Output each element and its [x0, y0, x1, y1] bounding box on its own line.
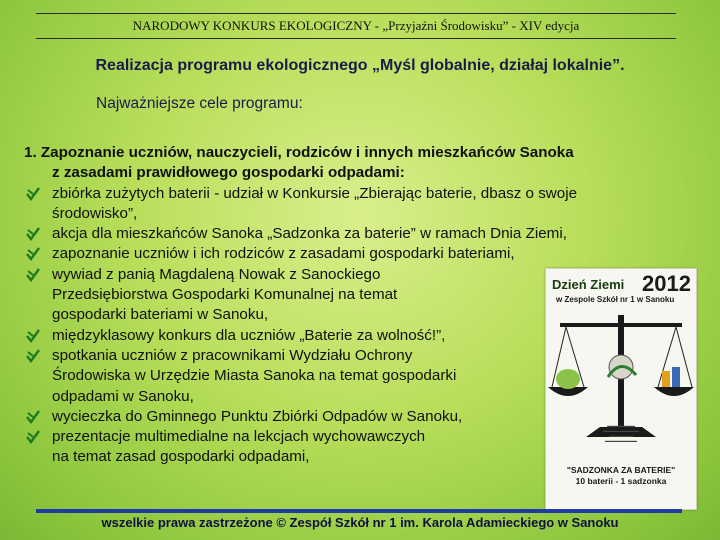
goal-item-line: prezentacje multimedialne na lekcjach wychowawczych — [52, 428, 426, 446]
goal-item-line: wywiad z panią Magdaleną Nowak z Sanockiego — [52, 265, 381, 283]
goal-point-1-line2: z zasadami prawidłowego gospodarki odpadami: — [52, 164, 405, 182]
contest-header: NARODOWY KONKURS EKOLOGICZNY - „Przyjaźni Środowisku” - XIV edycja — [132, 18, 580, 33]
earth-day-poster — [545, 268, 697, 510]
check-mark-icon — [26, 349, 40, 363]
goal-item-line: na temat zasad gospodarki odpadami, — [52, 448, 310, 466]
poster-title: Dzień Ziemi — [552, 277, 625, 292]
goal-item-line: międzyklasowy konkurs dla uczniów „Baterie za wolność!”, — [52, 326, 446, 344]
goal-item-line: odpadami w Sanoku, — [52, 387, 194, 405]
check-mark-icon — [26, 227, 40, 241]
poster-year: 2012 — [642, 271, 691, 296]
check-mark-icon — [26, 329, 40, 343]
goal-item-line: wycieczka do Gminnego Punktu Zbiórki Odpadów w Sanoku, — [52, 407, 463, 425]
poster-fine-print: ▬▬▬▬▬▬▬ ▬▬▬▬▬▬▬▬▬ ▬▬▬▬▬▬ ▬▬▬▬▬▬▬▬ — [603, 423, 639, 443]
goal-item-line: Środowiska w Urzędzie Miasta Sanoka na temat gospodarki — [52, 367, 457, 385]
goal-point-1 — [24, 143, 684, 184]
header-bottom-rule — [36, 38, 676, 39]
goal-item-line: spotkania uczniów z pracownikami Wydziału Ochrony — [52, 346, 413, 364]
poster-slogan-line2: 10 baterii - 1 sadzonka — [575, 476, 667, 486]
goal-item-line: Przedsiębiorstwa Gospodarki Komunalnej na temat — [52, 286, 398, 304]
goal-item — [24, 244, 684, 264]
goal-item-line: gospodarki bateriami w Sanoku, — [52, 306, 269, 324]
goal-item-line: zapoznanie uczniów i ich rodziców z zasadami gospodarki bateriami, — [52, 245, 515, 263]
program-title: Realizacja programu ekologicznego „Myśl globalnie, działaj lokalnie”. — [95, 57, 625, 74]
poster-slogan-line1: "SADZONKA ZA BATERIE" — [566, 465, 676, 475]
goals-heading: Najważniejsze cele programu: — [96, 95, 303, 112]
check-mark-icon — [26, 430, 40, 444]
poster-slogan — [558, 465, 684, 487]
footer-rule — [36, 509, 682, 513]
goal-item — [24, 224, 684, 244]
goal-item-line: zbiórka zużytych baterii - udział w Konkursie „Zbierając baterie, dbasz o swoje — [52, 184, 578, 202]
goal-item-line: akcja dla mieszkańców Sanoka „Sadzonka za baterie” w ramach Dnia Ziemi, — [52, 225, 567, 243]
check-mark-icon — [26, 268, 40, 282]
copyright-footer: wszelkie prawa zastrzeżone © Zespół Szkół nr 1 im. Karola Adamieckiego w Sanoku — [101, 515, 619, 530]
poster-subtitle: w Zespole Szkół nr 1 w Sanoku — [556, 295, 675, 304]
goal-item-line: środowisko”, — [52, 204, 138, 222]
check-mark-icon — [26, 187, 40, 201]
check-mark-icon — [26, 410, 40, 424]
goal-point-1-line1: 1. Zapoznanie uczniów, nauczycieli, rodziców i innych mieszkańców Sanoka — [24, 144, 574, 161]
check-mark-icon — [26, 247, 40, 261]
goal-item — [24, 184, 684, 225]
